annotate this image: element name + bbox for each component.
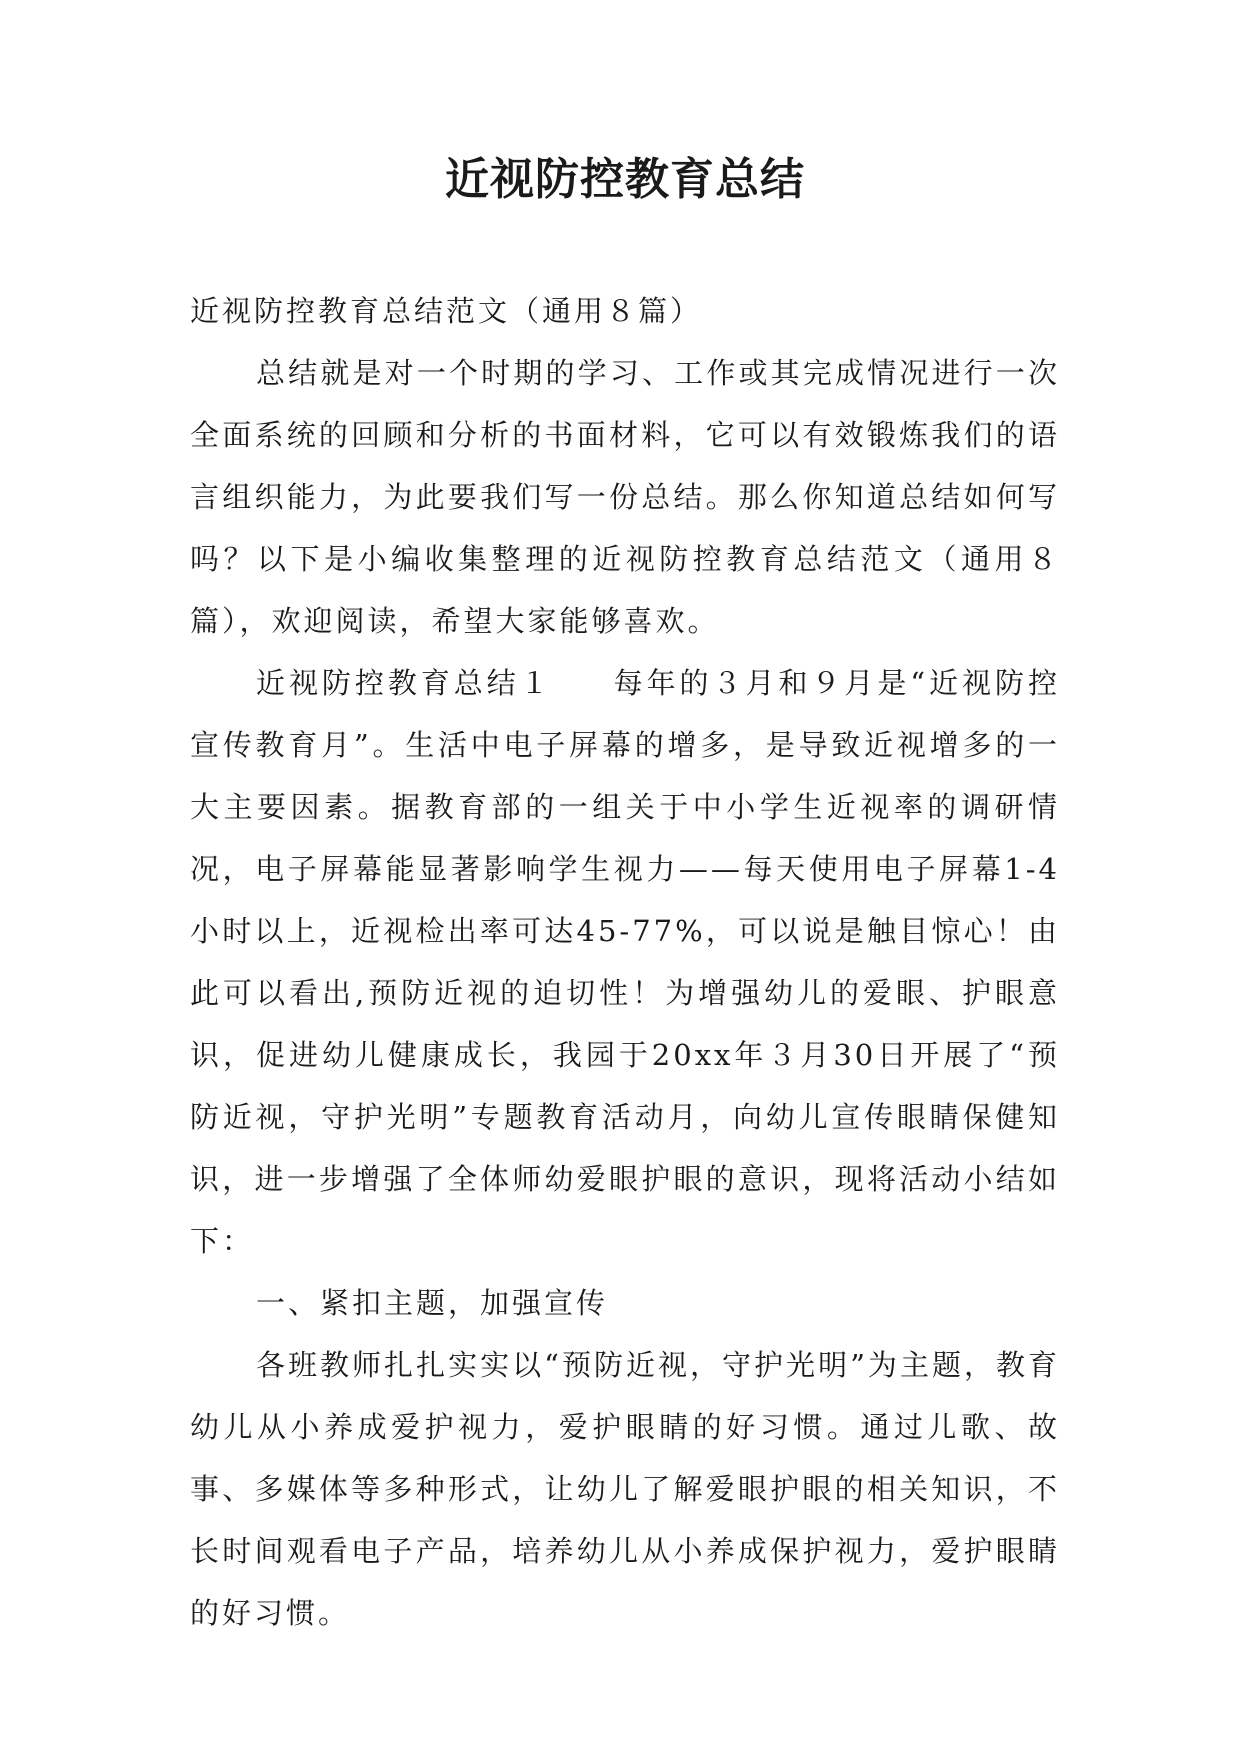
point-1-heading: 一、紧扣主题，加强宣传 — [256, 1286, 609, 1320]
document-subtitle: 近视防控教育总结范文（通用８篇） — [190, 294, 703, 328]
section-1-heading: 近视防控教育总结１ — [256, 666, 553, 700]
section-1-paragraph — [190, 652, 1060, 1272]
intro-paragraph: 总结就是对一个时期的学习、工作或其完成情况进行一次全面系统的回顾和分析的书面材料，它可以有效锻炼我们的语言组织能力，为此要我们写一份总结。那么你知道总结如何写吗？以下是小编收集整理的近视防控教育总结范文（通用８篇），欢迎阅读，希望大家能够喜欢。 — [190, 356, 1060, 638]
document-title: 近视防控教育总结 — [445, 154, 805, 205]
point-1-paragraph: 各班教师扎扎实实以“预防近视，守护光明”为主题，教育幼儿从小养成爱护视力，爱护眼睛的好习惯。通过儿歌、故事、多媒体等多种形式，让幼儿了解爱眼护眼的相关知识，不长时间观看电子产品，培养幼儿从小养成保护视力，爱护眼睛的好习惯。 — [190, 1348, 1060, 1630]
document-page — [190, 150, 1060, 1644]
section-1-body: 每年的３月和９月是“近视防控宣传教育月”。生活中电子屏幕的增多，是导致近视增多的一大主要因素。据教育部的一组关于中小学生近视率的调研情况，电子屏幕能显著影响学生视力——每天使用电子屏幕1-4小时以上，近视检出率可达45-77%，可以说是触目惊心！由此可以看出,预防近视的迫切性！为增强幼儿的爱眼、护眼意识，促进幼儿健康成长，我园于20xx年３月30日开展了“预防近视，守护光明”专题教育活动月，向幼儿宣传眼睛保健知识，进一步增强了全体师幼爱眼护眼的意识，现将活动小结如下： — [190, 666, 1060, 1258]
